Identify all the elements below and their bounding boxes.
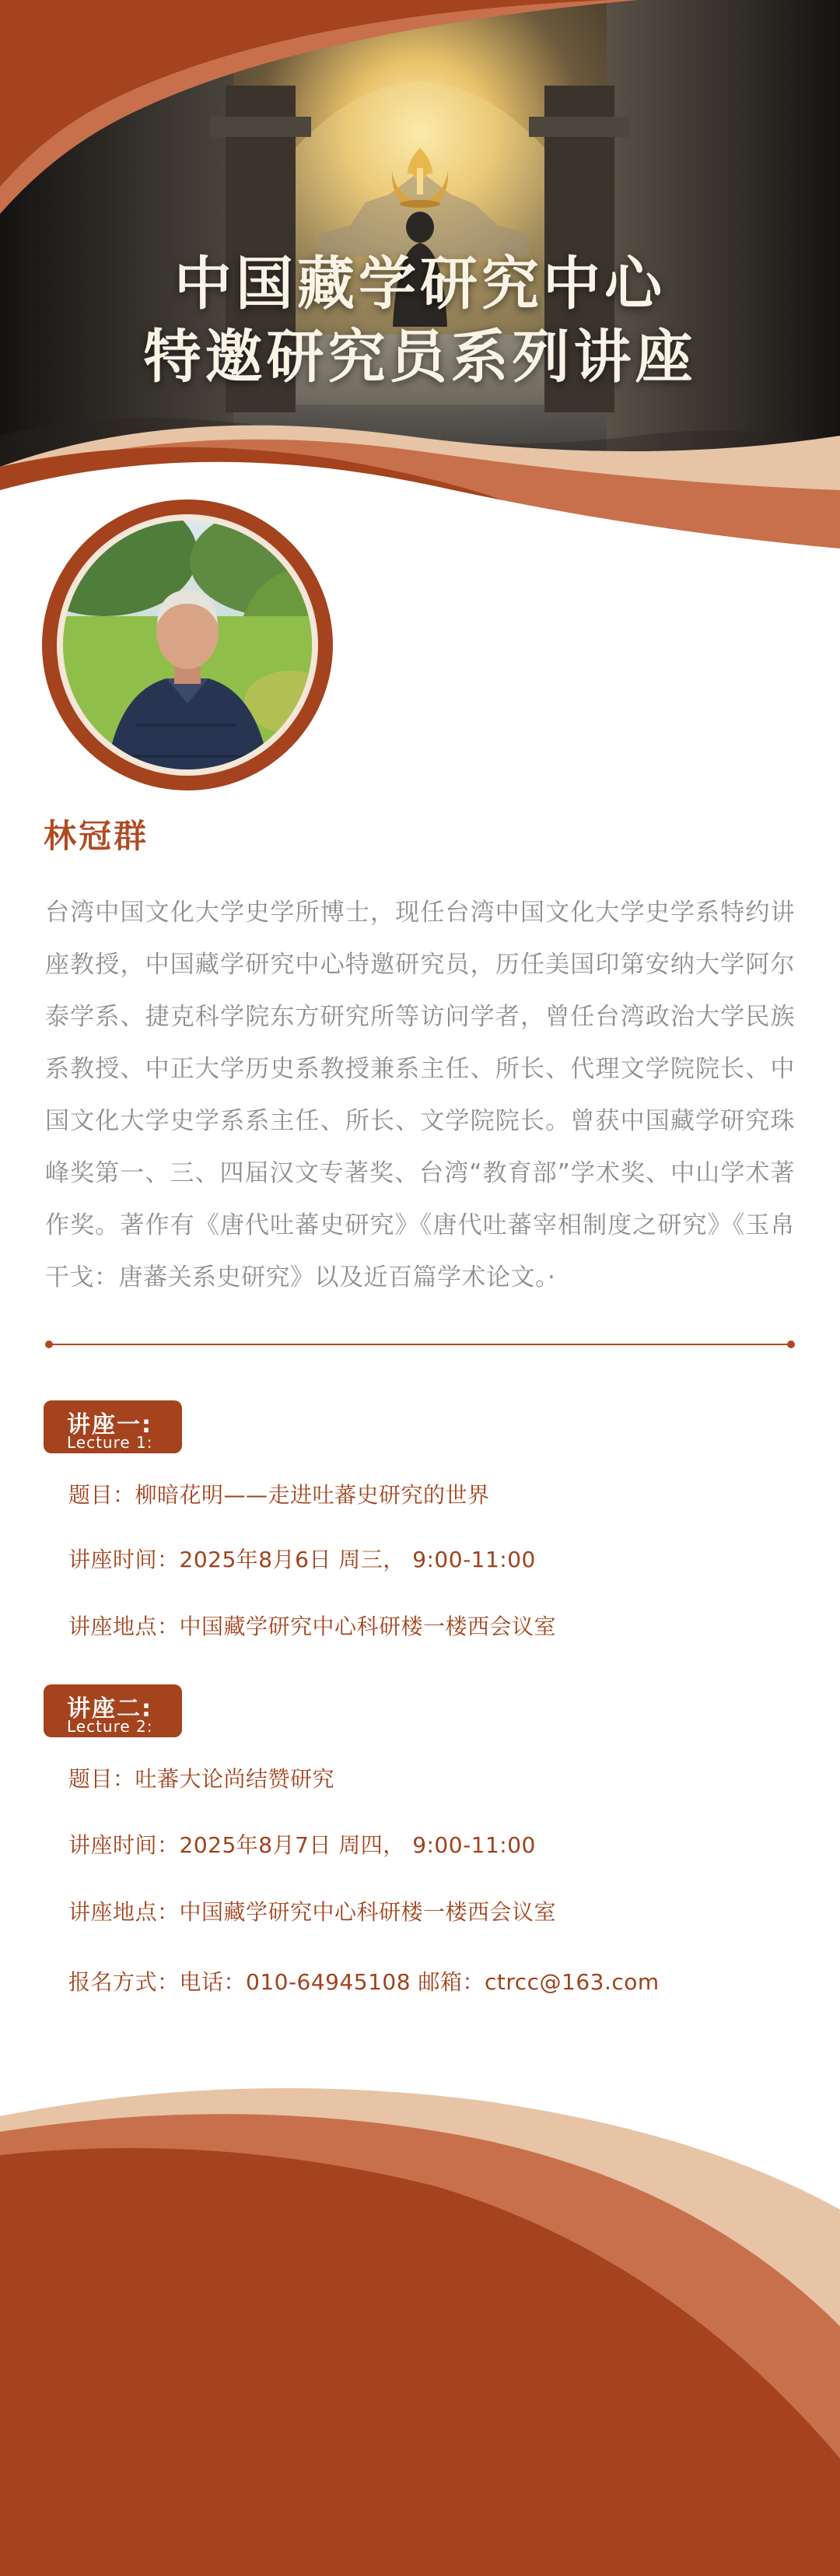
lecture-1-time: 讲座时间：2025年8月6日 周三， 9:00-11:00 bbox=[68, 1547, 536, 1572]
speaker-name: 林冠群 bbox=[44, 817, 149, 855]
divider-line bbox=[50, 1344, 790, 1345]
lecture-2-badge-label: 讲座二: bbox=[67, 1695, 152, 1723]
page-title bbox=[0, 247, 840, 394]
footer-waves bbox=[0, 2070, 840, 2576]
lecture-2-badge-en: Lecture 2: bbox=[67, 1717, 153, 1736]
lecture-2-time: 讲座时间：2025年8月7日 周四， 9:00-11:00 bbox=[68, 1832, 536, 1858]
lecture-1-badge bbox=[44, 1400, 182, 1453]
lecture-1-venue: 讲座地点：中国藏学研究中心科研楼一楼西会议室 bbox=[68, 1614, 557, 1639]
divider-dot-right bbox=[787, 1341, 795, 1348]
section-divider bbox=[45, 1340, 795, 1349]
lecture-2-badge bbox=[44, 1684, 182, 1737]
logo-emblem-icon bbox=[380, 137, 460, 218]
lecture-1-topic: 题目：柳暗花明——走进吐蕃史研究的世界 bbox=[68, 1482, 490, 1508]
lecture-2-topic: 题目：吐蕃大论尚结赞研究 bbox=[68, 1766, 335, 1792]
lecture-1-badge-en: Lecture 1: bbox=[67, 1433, 153, 1452]
title-line-2: 特邀研究员系列讲座 bbox=[143, 324, 697, 391]
speaker-portrait bbox=[42, 499, 333, 790]
lecture-2-venue: 讲座地点：中国藏学研究中心科研楼一楼西会议室 bbox=[68, 1899, 557, 1925]
registration-info: 报名方式：电话：010-64945108 邮箱：ctrcc@163.com bbox=[68, 1969, 660, 1995]
title-line-1: 中国藏学研究中心 bbox=[174, 251, 666, 317]
speaker-bio: 台湾中国文化大学史学所博士，现任台湾中国文化大学史学系特约讲座教授，中国藏学研究中心特邀研究员，历任美国印第安纳大学阿尔泰学系、捷克科学院东方研究所等访问学者，曾任台湾政治大学民族系教授、中正大学历史系教授兼系主任、所长、代理文学院院长、中国文化大学史学系系主任、所长、文学院院长。曾获中国藏学研究珠峰奖第一、三、四届汉文专著奖、台湾“教育部”学术奖、中山学术著作奖。著作有《唐代吐蕃史研究》《唐代吐蕃宰相制度之研究》《玉帛干戈：唐蕃关系史研究》以及近百篇学术论文。· bbox=[45, 899, 795, 1292]
divider-dot-left bbox=[45, 1341, 53, 1348]
lecture-1-badge-label: 讲座一: bbox=[67, 1411, 152, 1439]
